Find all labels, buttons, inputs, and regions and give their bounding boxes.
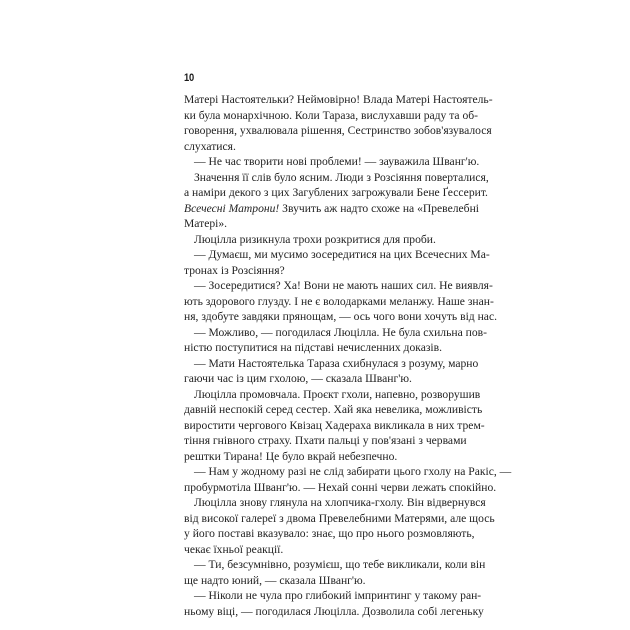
text-line: — Ти, безсумнівно, розумієш, що тебе викликали, коли він — [194, 558, 486, 571]
text-line: давній неспокій серед сестер. Хай яка невелика, можливість — [184, 403, 483, 416]
text-line: слухатися. — [184, 139, 236, 153]
text-line: тронах із Розсіяння? — [184, 263, 285, 277]
line-text: Звучить аж надто схоже на «Превелебні — [279, 201, 479, 215]
text-line: — Ніколи не чула про глибокий імпринтинг у такому ран- — [194, 589, 482, 602]
text-line: ня, здобуте завдяки прянощам, — ось чого вони хочуть від нас. — [184, 310, 498, 323]
text-line: ністю поступитися на підставі нечисленних доказів. — [184, 341, 443, 354]
text-line: Матері Настоятельки? Неймовірно! Влада Матері Настоятель- — [184, 93, 493, 106]
body-text — [184, 92, 512, 619]
text-line: рештки Тирана! Це було вкрай небезпечно. — [184, 449, 398, 463]
text-line: — Не час творити нові проблеми! — зауважила Шванг'ю. — [194, 155, 480, 168]
italic-text: Всечесні Матрони! — [184, 201, 280, 215]
text-line: Люцілла знову глянула на хлопчика-гхолу. Він відвернувся — [194, 496, 486, 509]
text-line: чекає їхньої реакції. — [184, 542, 284, 556]
text-line: у його поставі вказувало: знає, що про нього розмовляють, — [184, 527, 475, 540]
text-line: — Можливо, — погодилася Люцілла. Не була схильна пов- — [194, 325, 487, 339]
text-line: тіння гнівного страху. Пхати пальці у пов'язані з червами — [184, 434, 467, 447]
text-line: ки була монархічною. Коли Тараза, вислухавши раду та об- — [184, 108, 479, 122]
text-line: пробурмотіла Шванг'ю. — Нехай сонні черви лежать спокійно. — [184, 480, 497, 494]
text-line: говорення, ухвалювала рішення, Сестринство зобов'язувалося — [184, 124, 492, 137]
text-line: — Нам у жодному разі не слід забирати цього гхолу на Ракіс, — — [194, 465, 512, 478]
text-line: — Зосередитися? Ха! Вони не мають наших сил. Не виявля- — [194, 279, 493, 292]
page-number: 10 — [184, 72, 194, 84]
text-line: виростити чергового Квізац Хадераха викликала в них трем- — [184, 418, 485, 432]
text-line: від високої галереї з двома Превелебними Матерями, але щось — [184, 511, 495, 525]
text-line: — Думаєш, ми мусимо зосередитися на цих Всечесних Ма- — [194, 248, 490, 261]
text-line: гаючи час із цим гхолою, — сказала Шванг'ю. — [184, 372, 412, 385]
text-line: Люцілла промовчала. Проєкт гхоли, напевно, розворушив — [194, 387, 481, 401]
text-line: ють здорового глузду. І не є володарками меланжу. Наше знан- — [184, 294, 494, 308]
text-line: ньому віці, — погодилася Люцілла. Дозволила собі легеньку — [184, 604, 484, 618]
text-line: Значення її слів було ясним. Люди з Розсіяння поверталися, — [194, 170, 489, 184]
text-line — [184, 201, 479, 217]
text-line: а наміри декого з цих Загублених загрожували Бене Ґессерит. — [184, 186, 488, 199]
text-line: — Мати Настоятелька Тараза схибнулася з розуму, марно — [194, 356, 479, 370]
text-line: Матері». — [184, 217, 228, 230]
text-line: Люцілла ризикнула трохи розкритися для проби. — [194, 232, 436, 246]
text-line: ще надто юний, — сказала Шванг'ю. — [184, 573, 366, 587]
